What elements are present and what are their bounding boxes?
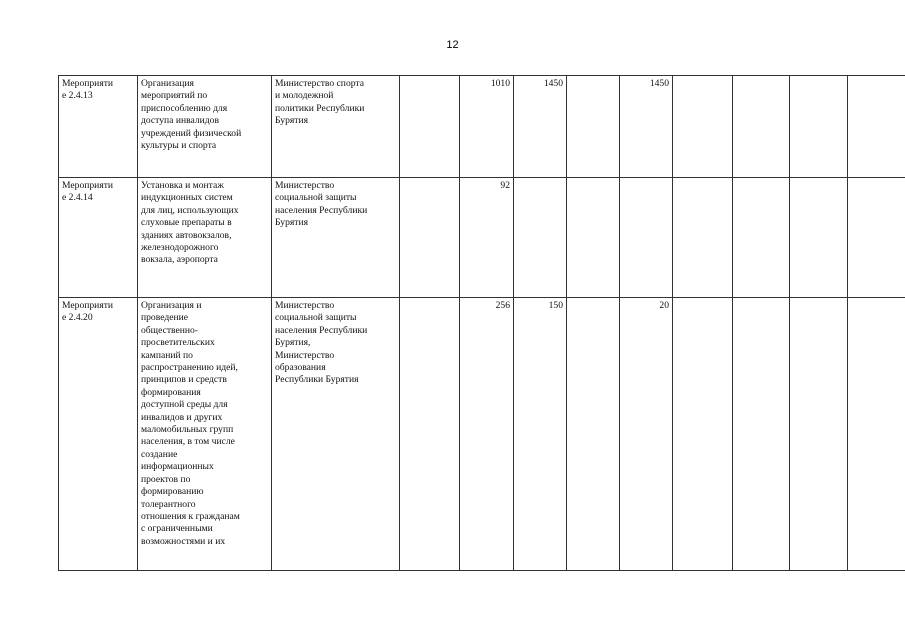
- activity-id-cell: Мероприяти е 2.4.13: [59, 76, 138, 178]
- page-number: 12: [446, 39, 459, 51]
- value-cell: 1450: [514, 76, 567, 178]
- value-cell: [733, 76, 790, 178]
- activity-id-cell: Мероприяти е 2.4.14: [59, 178, 138, 298]
- value-cell: [673, 298, 733, 571]
- value-cell: 20: [620, 298, 673, 571]
- value-cell: [790, 298, 848, 571]
- executor-cell: Министерство спорта и молодежной политики Республики Бурятия: [272, 76, 400, 178]
- table-row: [59, 178, 905, 298]
- value-cell: 1450: [620, 76, 673, 178]
- value-cell: [514, 178, 567, 298]
- activities-table: [58, 75, 905, 571]
- value-cell: [673, 76, 733, 178]
- activity-name-cell: Организация и проведение общественно- просветительских кампаний по распространению идей, принципов и средств формирования доступной среды для инвалидов и других маломобильных групп населения, в том числе создание информационных проектов по формированию толерантного отношения к гражданам с ограниченными возможностями и их: [138, 298, 272, 571]
- value-cell: [733, 298, 790, 571]
- value-cell: [567, 178, 620, 298]
- value-cell: [400, 178, 460, 298]
- value-cell: [733, 178, 790, 298]
- executor-cell: Министерство социальной защиты населения Республики Бурятия: [272, 178, 400, 298]
- value-cell: [848, 178, 905, 298]
- value-cell: [790, 178, 848, 298]
- value-cell: [400, 298, 460, 571]
- value-cell: 256: [460, 298, 514, 571]
- table-row: [59, 298, 905, 571]
- value-cell: 150: [514, 298, 567, 571]
- value-cell: [673, 178, 733, 298]
- value-cell: 1010: [460, 76, 514, 178]
- activity-id-cell: Мероприяти е 2.4.20: [59, 298, 138, 571]
- value-cell: [400, 76, 460, 178]
- value-cell: 92: [460, 178, 514, 298]
- table-row: [59, 76, 905, 178]
- activity-name-cell: Организация мероприятий по приспособлению для доступа инвалидов учреждений физической культуры и спорта: [138, 76, 272, 178]
- value-cell: [620, 178, 673, 298]
- activity-name-cell: Установка и монтаж индукционных систем для лиц, использующих слуховые препараты в зданиях автовокзалов, железнодорожного вокзала, аэропорта: [138, 178, 272, 298]
- value-cell: [848, 76, 905, 178]
- value-cell: [848, 298, 905, 571]
- value-cell: [790, 76, 848, 178]
- executor-cell: Министерство социальной защиты населения Республики Бурятия, Министерство образования Республики Бурятия: [272, 298, 400, 571]
- value-cell: [567, 298, 620, 571]
- value-cell: [567, 76, 620, 178]
